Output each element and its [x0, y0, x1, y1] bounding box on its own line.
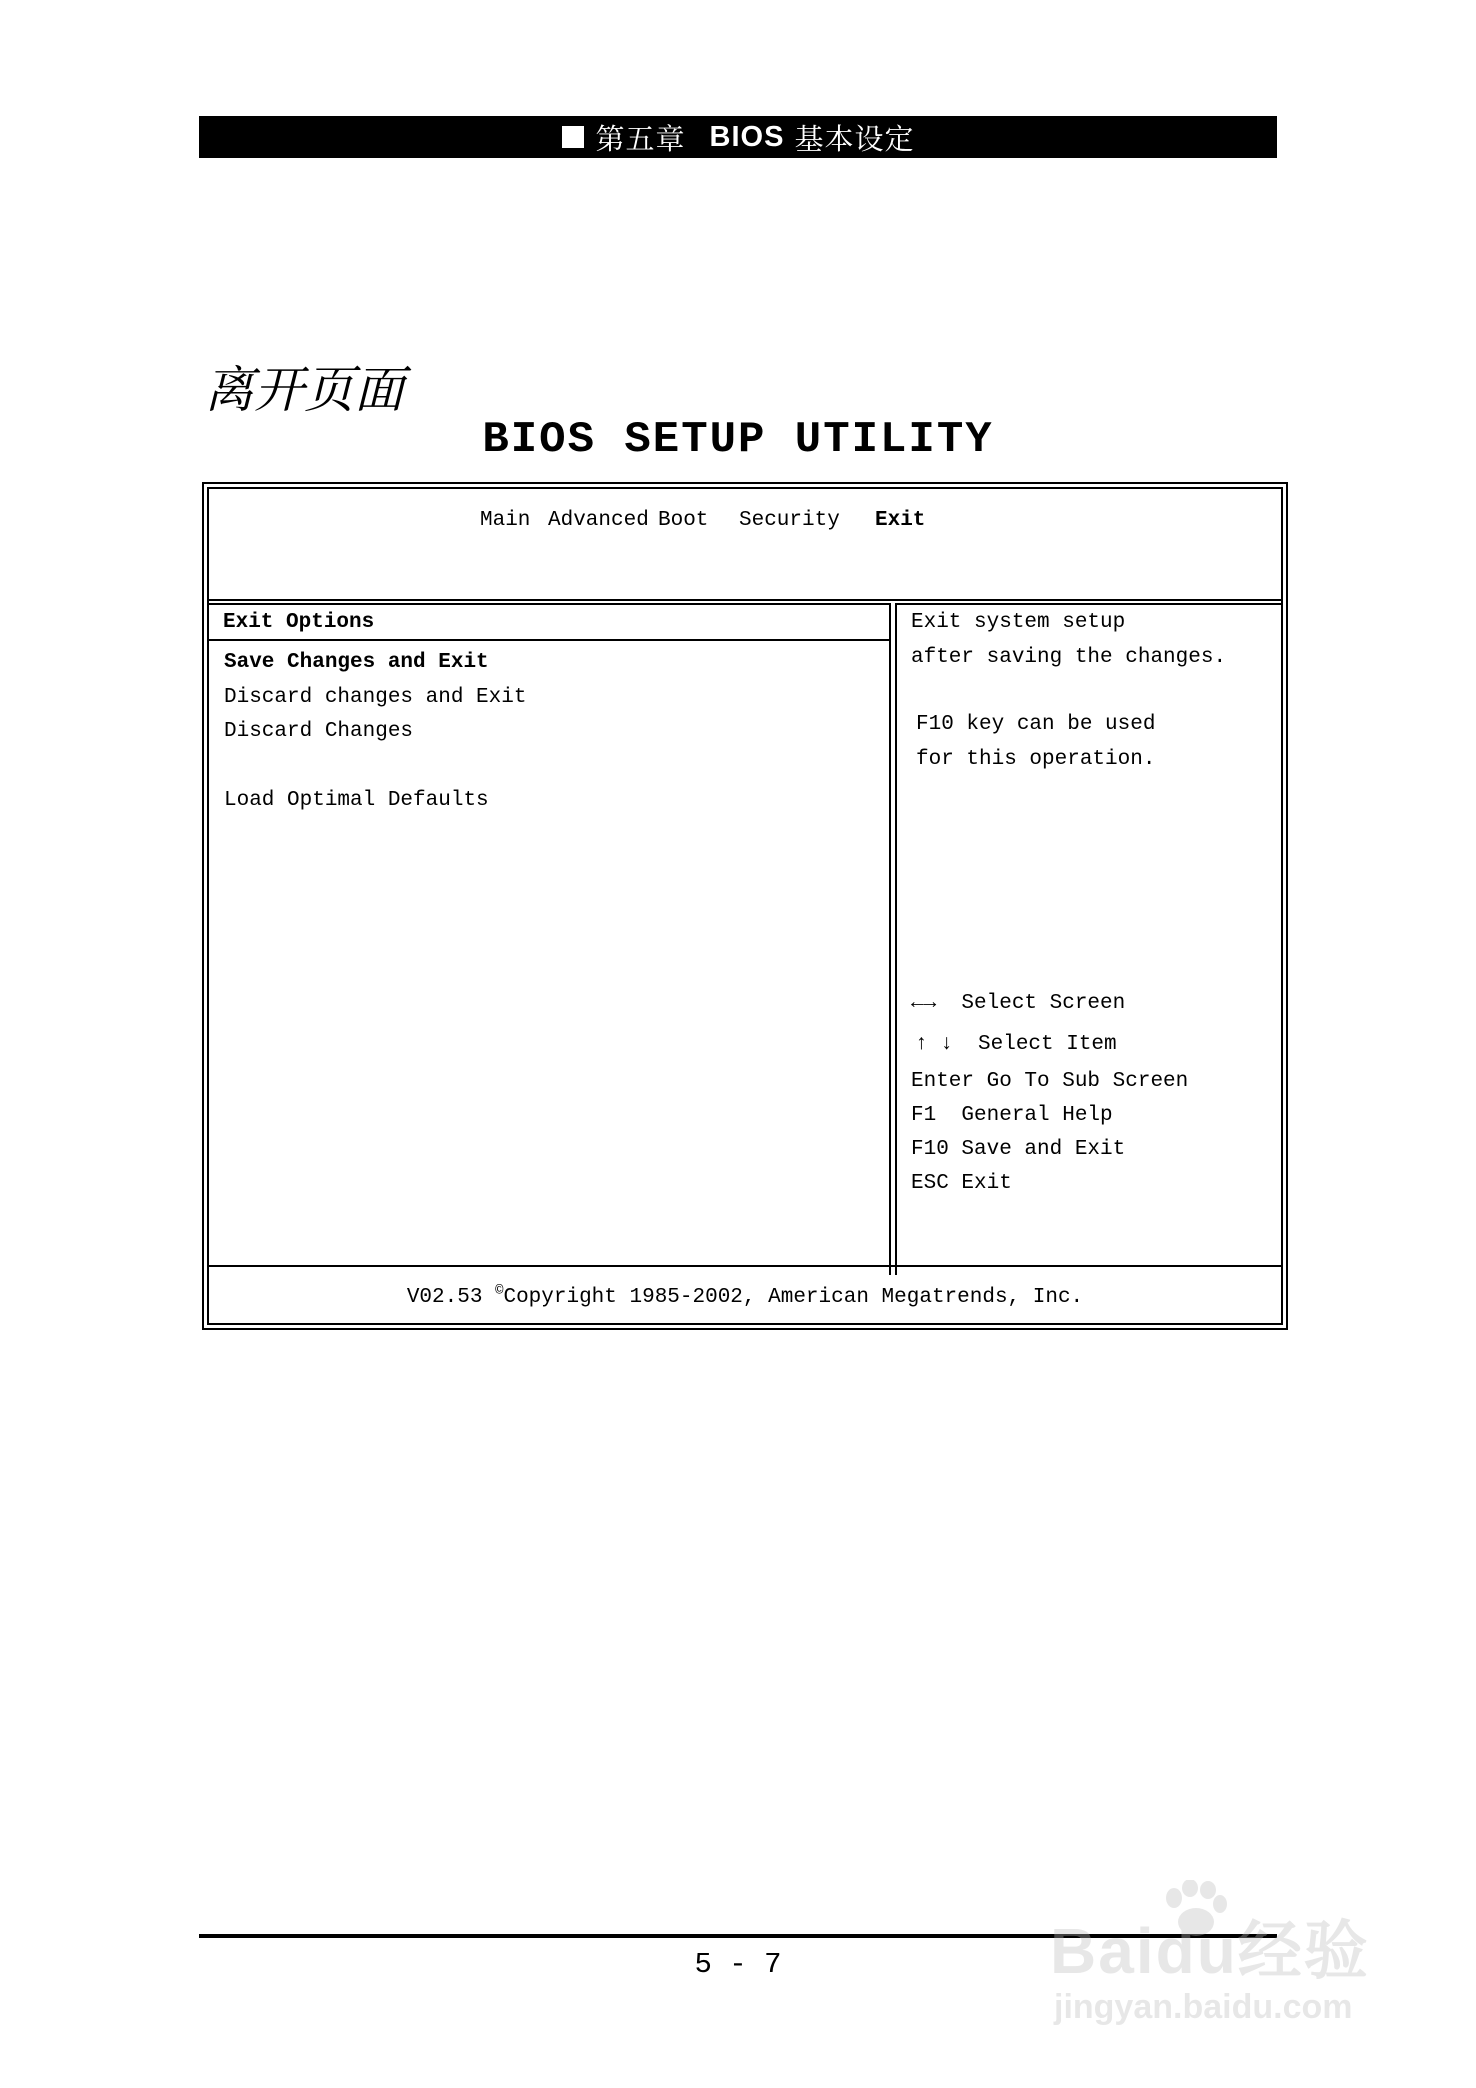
copyright-text: Copyright 1985-2002, American Megatrends, Inc.: [503, 1286, 1084, 1309]
chapter-subtitle: 基本设定: [794, 121, 915, 156]
option-save-changes-and-exit[interactable]: Save Changes and Exit: [224, 651, 489, 674]
watermark-main-text: Baidu经验: [1050, 1915, 1370, 1987]
utility-title: BIOS SETUP UTILITY: [482, 415, 994, 465]
option-discard-changes[interactable]: Discard Changes: [224, 720, 414, 743]
watermark-url-text: jingyan.baidu.com: [1054, 1988, 1353, 2026]
baidu-watermark: [1050, 1880, 1410, 2040]
menu-tab-boot[interactable]: Boot: [658, 509, 709, 532]
bios-screen-inner: [207, 487, 1283, 1325]
chapter-header-bar: [199, 116, 1277, 158]
option-load-optimal-defaults[interactable]: Load Optimal Defaults: [224, 789, 489, 812]
help-line: after saving the changes.: [911, 646, 1227, 669]
page-number: 5 - 7: [694, 1948, 782, 1981]
help-panel: [895, 603, 1281, 1275]
key-hint-select-screen: ←→ Select Screen: [911, 992, 1126, 1015]
help-line: F10 key can be used: [916, 713, 1156, 736]
menu-tab-main[interactable]: Main: [480, 509, 531, 532]
key-hint-esc: ESC Exit: [911, 1172, 1012, 1195]
key-hint-f10: F10 Save and Exit: [911, 1138, 1126, 1161]
bios-screen: [202, 482, 1288, 1330]
bios-menu-bar: [209, 489, 1281, 601]
version-text: V02.53: [406, 1286, 483, 1309]
chapter-label: 第五章: [595, 121, 686, 156]
menu-tab-security[interactable]: Security: [739, 509, 840, 532]
exit-options-panel: [209, 603, 891, 1275]
copyright-line: [209, 1283, 1281, 1309]
key-hint-f1: F1 General Help: [911, 1104, 1113, 1127]
key-hint-enter: Enter Go To Sub Screen: [911, 1070, 1189, 1093]
option-discard-changes-and-exit[interactable]: Discard changes and Exit: [224, 686, 527, 709]
menu-tab-advanced[interactable]: Advanced: [548, 509, 649, 532]
square-icon: [562, 126, 584, 148]
exit-options-title: Exit Options: [223, 611, 375, 634]
help-line: for this operation.: [916, 748, 1156, 771]
section-title: 离开页面: [204, 361, 404, 419]
menu-tab-exit[interactable]: Exit: [875, 509, 926, 532]
copyright-symbol: ©: [495, 1283, 504, 1299]
exit-options-header: [209, 605, 889, 641]
bios-footer: [209, 1265, 1281, 1323]
key-hint-select-item: ↑ ↓ Select Item: [915, 1033, 1117, 1056]
help-line: Exit system setup: [911, 611, 1126, 634]
bios-label: BIOS: [709, 120, 785, 153]
